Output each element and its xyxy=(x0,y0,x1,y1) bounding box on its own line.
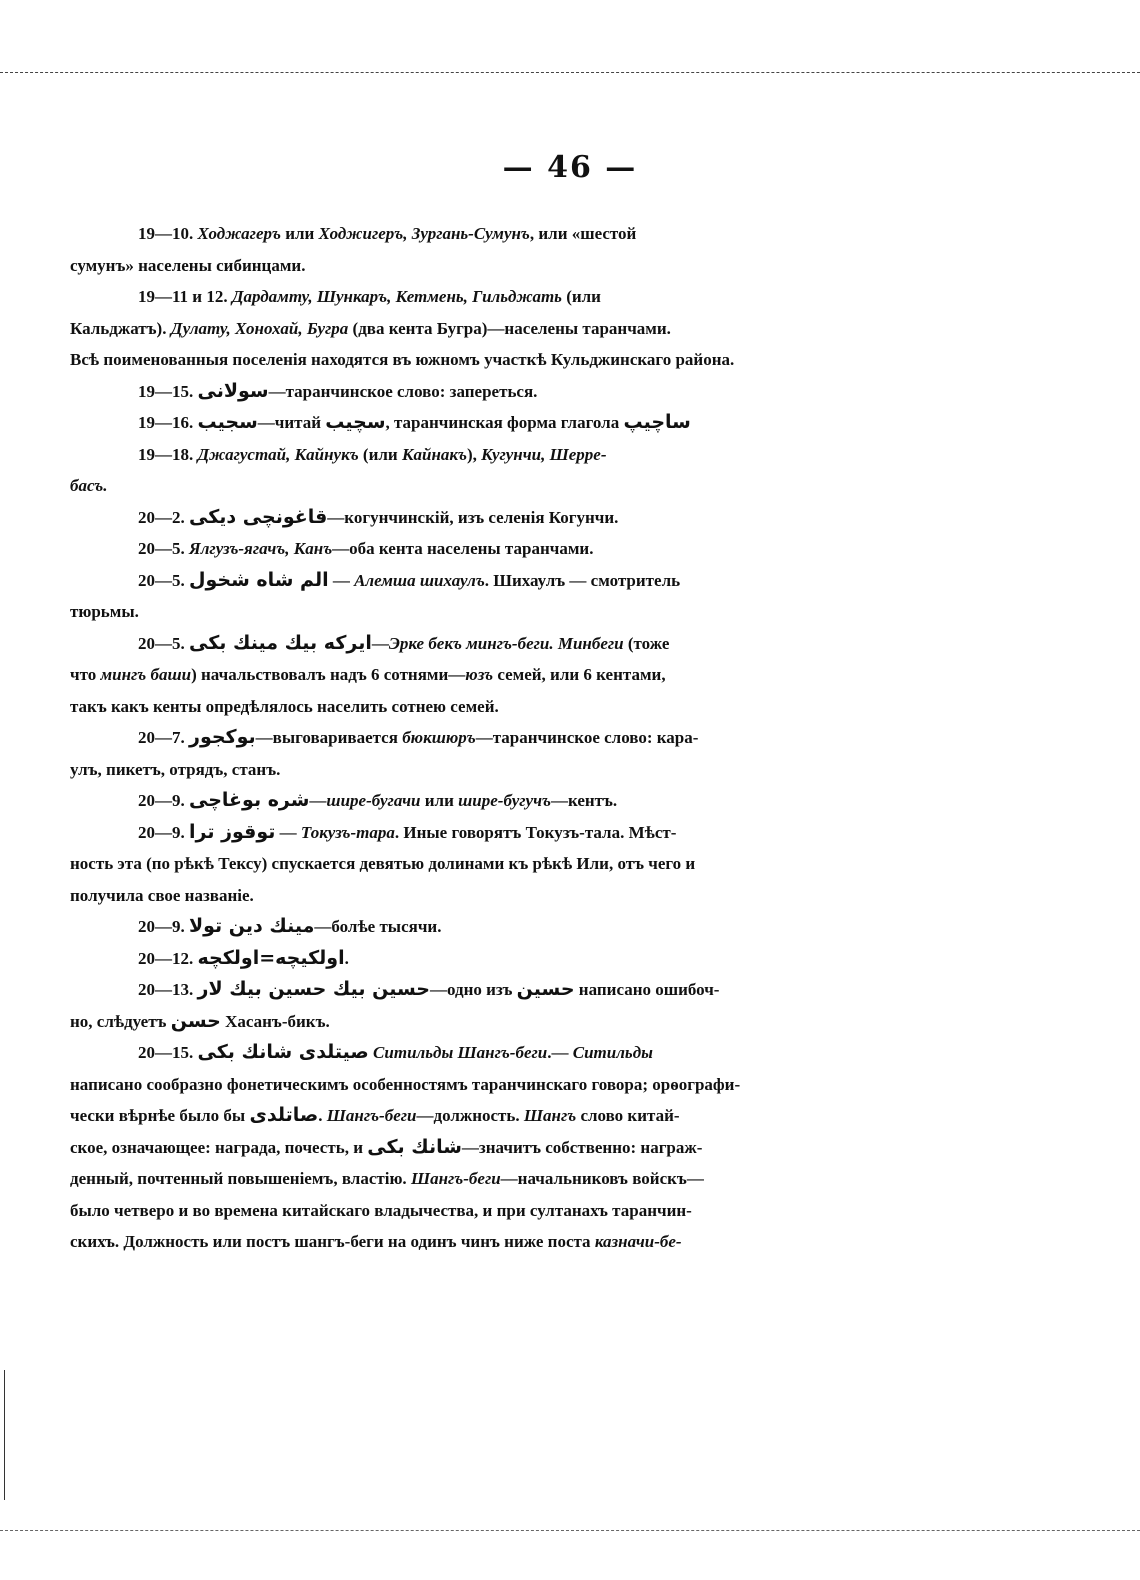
continuation-line xyxy=(70,313,775,345)
arabic-script-word: سجيب xyxy=(197,411,258,433)
note-text: — xyxy=(275,822,301,842)
note-text: денный, почтенный повышеніемъ, властію. xyxy=(70,1169,411,1188)
note-text: —болѣе тысячи. xyxy=(314,917,442,936)
note-text: — xyxy=(309,791,327,810)
note-reference: 20—12. xyxy=(138,948,198,968)
note-text: —когунчинскій, изъ селенія Когунчи. xyxy=(327,507,619,527)
italic-term: Шангъ-беги xyxy=(410,1169,501,1188)
arabic-script-word: شره بوغاچى xyxy=(189,789,310,811)
note-text: —таранчинское слово: запереться. xyxy=(268,381,538,401)
continuation-line xyxy=(70,1226,775,1258)
page-number: — 46 — xyxy=(502,150,638,185)
note-reference: 20—13. xyxy=(138,980,198,999)
note-text: (или xyxy=(358,444,402,464)
note-line xyxy=(70,218,775,250)
note-text: (или xyxy=(561,287,601,306)
note-reference: 20—5. xyxy=(138,633,189,653)
arabic-script-word: سچيب xyxy=(325,411,386,433)
italic-term: бюкшюръ xyxy=(402,728,476,747)
note-line xyxy=(70,817,775,849)
arabic-script-word: توقوز ترا xyxy=(189,820,276,843)
italic-term: Шангъ-беги xyxy=(326,1106,417,1125)
italic-term: юзъ xyxy=(465,665,494,684)
note-line xyxy=(70,281,775,313)
note-text: —одно изъ xyxy=(429,980,517,999)
note-text: . Иные говорятъ Токузъ-тала. Мѣст- xyxy=(394,822,677,842)
note-text: (два кента Бугра)—населены таранчами. xyxy=(348,318,671,338)
note-reference: 19—18. xyxy=(138,444,198,464)
arabic-script-word: صيتلدى شانك بكى xyxy=(197,1041,369,1063)
note-line xyxy=(70,911,775,943)
note-line xyxy=(70,533,775,565)
note-text: чески вѣрнѣе было бы xyxy=(70,1106,250,1125)
note-text: —должность. xyxy=(416,1106,524,1125)
continuation-line xyxy=(70,848,775,880)
arabic-script-word: قاغونچى ديكى xyxy=(189,505,328,528)
arabic-script-word: حسن xyxy=(170,1009,221,1032)
note-text: ) начальствовалъ надъ 6 сотнями— xyxy=(191,665,466,684)
arabic-script-word: اولكيچه=اولكچه xyxy=(197,946,345,969)
note-text: — xyxy=(328,570,355,590)
note-reference: 20—15. xyxy=(138,1043,198,1062)
continuation-line xyxy=(70,880,775,912)
italic-term: Кайнакъ xyxy=(401,444,467,464)
note-text: слово китай- xyxy=(576,1106,680,1125)
note-line xyxy=(70,722,775,754)
arabic-script-word: حسين xyxy=(516,978,575,1000)
note-text: . Шихаулъ — смотритель xyxy=(484,570,681,590)
continuation-line xyxy=(70,344,775,376)
note-line xyxy=(70,565,775,597)
italic-term: Токузъ-тара xyxy=(300,822,395,842)
note-text: —таранчинское слово: кара- xyxy=(475,728,699,747)
note-line xyxy=(70,439,775,471)
note-line xyxy=(70,628,775,660)
note-text: —начальниковъ войскъ— xyxy=(500,1169,704,1188)
arabic-script-word: بوكجور xyxy=(189,726,256,748)
bottom-dashed-rule xyxy=(0,1530,1140,1531)
italic-term: Джагустай, Кайнукъ xyxy=(197,444,359,464)
note-text: такъ какъ кенты опредѣлялось населить сотнею семей. xyxy=(70,696,499,716)
note-text: или xyxy=(280,224,319,243)
arabic-script-word: حسين بيك حسين بيك لار xyxy=(197,978,430,1000)
italic-term: Ситильды xyxy=(572,1043,653,1062)
note-reference: 20—9. xyxy=(138,791,189,810)
italic-term: Кугунчи, Шерре- xyxy=(481,444,607,464)
note-text: (тоже xyxy=(623,633,670,653)
arabic-script-word: سولانى xyxy=(197,379,269,402)
continuation-line xyxy=(70,1006,775,1038)
arabic-script-word: ساچيپ xyxy=(623,411,691,433)
note-reference: 20—5. xyxy=(138,539,189,558)
note-text: тюрьмы. xyxy=(70,602,139,621)
continuation-line xyxy=(70,596,775,628)
italic-term: Ситильды Шангъ-беги xyxy=(373,1043,548,1062)
note-reference: 20—7. xyxy=(138,728,189,747)
continuation-line xyxy=(70,1195,775,1227)
note-line xyxy=(70,407,775,439)
note-text: . xyxy=(344,948,349,968)
continuation-line xyxy=(70,1100,775,1132)
arabic-script-word: الم شاه شخول xyxy=(189,568,329,591)
continuation-line xyxy=(70,691,775,723)
note-text: Кальджатъ). xyxy=(70,318,171,338)
note-text: ское, означающее: награда, почесть, и xyxy=(70,1137,368,1157)
note-text: ), xyxy=(466,444,482,464)
italic-term: шире-бугачи xyxy=(326,791,421,810)
arabic-script-word: مينك دين تولا xyxy=(189,915,315,937)
italic-term: Дулату, Хонохай, Бугра xyxy=(170,318,349,338)
note-text: или xyxy=(420,791,459,810)
italic-term: Эрке бекъ мингъ-беги. Минбеги xyxy=(388,633,624,653)
note-text: улъ, пикетъ, отрядъ, станъ. xyxy=(70,759,281,779)
note-text: написано ошибоч- xyxy=(574,980,720,999)
note-line xyxy=(70,502,775,534)
note-text: — xyxy=(371,633,389,653)
note-reference: 19—15. xyxy=(138,381,198,401)
note-reference: 20—9. xyxy=(138,822,189,842)
note-text: было четверо и во времена китайскаго владычества, и при султанахъ таранчин- xyxy=(70,1200,692,1220)
note-text: —выговаривается xyxy=(255,728,403,747)
continuation-line xyxy=(70,1163,775,1195)
note-reference: 19—10. xyxy=(138,224,198,243)
note-reference: 20—9. xyxy=(138,917,189,936)
note-line xyxy=(70,1037,775,1069)
note-text: —значитъ собственно: награж- xyxy=(461,1137,703,1157)
note-text: сумунъ» населены сибинцами. xyxy=(70,255,306,275)
note-line xyxy=(70,376,775,408)
continuation-line xyxy=(70,1069,775,1101)
note-reference: 19—11 и 12. xyxy=(138,287,232,306)
italic-term: Ялгузъ-ягачъ, Канъ xyxy=(189,539,333,558)
italic-term: Дардамту, Шункаръ, Кетмень, Гильджать xyxy=(231,287,562,306)
italic-term: Ходжагеръ xyxy=(197,224,281,243)
continuation-line xyxy=(70,470,775,502)
note-text: но, слѣдуетъ xyxy=(70,1011,171,1031)
note-text: ность эта (по рѣкѣ Тексу) спускается девятью долинами къ рѣкѣ Или, отъ чего и xyxy=(70,854,696,873)
arabic-script-word: شانك بكى xyxy=(367,1135,462,1158)
continuation-line xyxy=(70,250,775,282)
continuation-line xyxy=(70,659,775,691)
note-text: , или «шестой xyxy=(529,224,637,243)
note-text: —читай xyxy=(257,413,326,432)
note-line xyxy=(70,785,775,817)
arabic-script-word: ايركه بيك مينك بكى xyxy=(189,631,372,654)
note-text: .— xyxy=(547,1043,573,1062)
note-text: написано сообразно фонетическимъ особенностямъ таранчинскаго говора; орѳографи- xyxy=(70,1074,741,1094)
note-text: Всѣ поименованныя поселенія находятся въ южномъ участкѣ Кульджинскаго района. xyxy=(70,350,735,369)
italic-term: мингъ баши xyxy=(100,665,192,684)
note-text: Хасанъ-бикъ. xyxy=(220,1011,330,1031)
note-text: семей, или 6 кентами, xyxy=(493,665,666,684)
note-reference: 20—5. xyxy=(138,570,189,590)
note-text: получила свое названіе. xyxy=(70,885,254,905)
continuation-line xyxy=(70,1132,775,1164)
note-text: что xyxy=(70,665,101,684)
italic-term: Ходжигеръ, Зургань-Сумунъ xyxy=(318,224,530,243)
note-reference: 20—2. xyxy=(138,507,189,527)
arabic-script-word: صاتلدى xyxy=(249,1104,319,1126)
top-dashed-rule xyxy=(0,72,1140,73)
note-line xyxy=(70,974,775,1006)
note-text: , таранчинская форма глагола xyxy=(385,413,624,432)
note-text: . xyxy=(318,1106,327,1125)
italic-term: Шангъ xyxy=(523,1106,577,1125)
commentary-text xyxy=(70,218,775,1258)
italic-term: басъ. xyxy=(70,476,108,495)
continuation-line xyxy=(70,754,775,786)
note-text: скихъ. Должность или постъ шангъ-беги на одинъ чинъ ниже поста xyxy=(70,1232,595,1251)
italic-term: Алемша шихаулъ xyxy=(354,570,485,590)
note-text: —кентъ. xyxy=(550,791,618,810)
note-reference: 19—16. xyxy=(138,413,198,432)
left-margin-line xyxy=(4,1370,5,1500)
note-line xyxy=(70,943,775,975)
italic-term: шире-бугучъ xyxy=(458,791,551,810)
italic-term: казначи-бе- xyxy=(594,1232,682,1251)
note-text: —оба кента населены таранчами. xyxy=(332,539,594,558)
